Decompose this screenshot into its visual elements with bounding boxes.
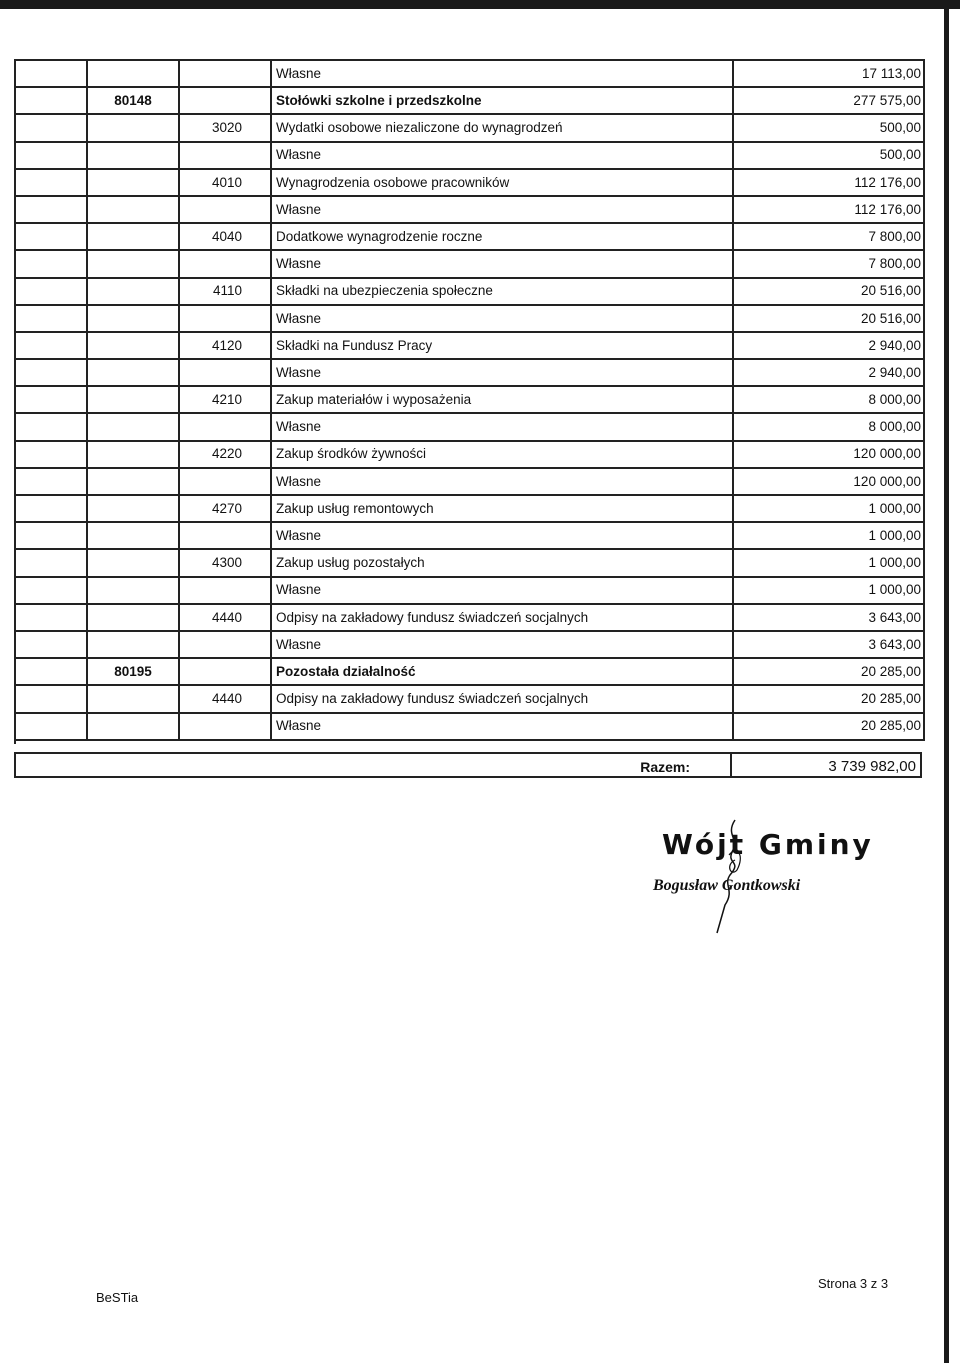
paragraph-cell bbox=[179, 60, 271, 87]
table-row bbox=[14, 305, 924, 332]
amount-cell: 2 940,00 bbox=[733, 332, 924, 359]
name-cell: Własne bbox=[271, 413, 733, 440]
name-cell: Odpisy na zakładowy fundusz świadczeń socjalnych bbox=[271, 685, 733, 712]
amount-cell: 500,00 bbox=[733, 114, 924, 141]
chapter-cell bbox=[87, 685, 179, 712]
division-cell bbox=[14, 658, 87, 685]
chapter-cell bbox=[87, 60, 179, 87]
amount-cell: 7 800,00 bbox=[733, 250, 924, 277]
paragraph-cell: 4220 bbox=[179, 441, 271, 468]
name-cell: Własne bbox=[271, 250, 733, 277]
chapter-cell bbox=[87, 441, 179, 468]
paragraph-cell bbox=[179, 359, 271, 386]
amount-cell: 112 176,00 bbox=[733, 169, 924, 196]
paragraph-cell bbox=[179, 658, 271, 685]
paragraph-cell: 4120 bbox=[179, 332, 271, 359]
division-cell bbox=[14, 468, 87, 495]
stamp-title: Wójt Gminy bbox=[662, 828, 874, 861]
table-row bbox=[14, 413, 924, 440]
total-row bbox=[14, 752, 922, 778]
table-row bbox=[14, 549, 924, 576]
name-cell: Składki na ubezpieczenia społeczne bbox=[271, 278, 733, 305]
division-cell bbox=[14, 60, 87, 87]
name-cell: Własne bbox=[271, 305, 733, 332]
paragraph-cell: 4110 bbox=[179, 278, 271, 305]
table-row bbox=[14, 169, 924, 196]
amount-cell: 1 000,00 bbox=[733, 495, 924, 522]
division-cell bbox=[14, 87, 87, 114]
table-row bbox=[14, 631, 924, 658]
chapter-cell bbox=[87, 604, 179, 631]
stamp-name: Bogusław Gontkowski bbox=[653, 877, 801, 894]
division-cell bbox=[14, 604, 87, 631]
table-row bbox=[14, 332, 924, 359]
amount-cell: 2 940,00 bbox=[733, 359, 924, 386]
expenditure-table bbox=[14, 59, 925, 741]
table-row bbox=[14, 114, 924, 141]
amount-cell: 120 000,00 bbox=[733, 441, 924, 468]
table-row bbox=[14, 196, 924, 223]
division-cell bbox=[14, 495, 87, 522]
scan-edge-top bbox=[0, 0, 960, 9]
chapter-cell bbox=[87, 577, 179, 604]
amount-cell: 20 285,00 bbox=[733, 713, 924, 740]
name-cell: Stołówki szkolne i przedszkolne bbox=[271, 87, 733, 114]
name-cell: Własne bbox=[271, 196, 733, 223]
division-cell bbox=[14, 278, 87, 305]
amount-cell: 7 800,00 bbox=[733, 223, 924, 250]
chapter-cell bbox=[87, 468, 179, 495]
division-cell bbox=[14, 577, 87, 604]
paragraph-cell bbox=[179, 631, 271, 658]
chapter-cell bbox=[87, 495, 179, 522]
handwritten-signature bbox=[695, 815, 755, 935]
division-cell bbox=[14, 250, 87, 277]
amount-cell: 277 575,00 bbox=[733, 87, 924, 114]
paragraph-cell bbox=[179, 305, 271, 332]
table-row bbox=[14, 142, 924, 169]
name-cell: Własne bbox=[271, 713, 733, 740]
table-row bbox=[14, 468, 924, 495]
chapter-cell: 80148 bbox=[87, 87, 179, 114]
name-cell: Wydatki osobowe niezaliczone do wynagrodzeń bbox=[271, 114, 733, 141]
amount-cell: 20 516,00 bbox=[733, 305, 924, 332]
chapter-cell bbox=[87, 114, 179, 141]
division-cell bbox=[14, 522, 87, 549]
chapter-cell: 80195 bbox=[87, 658, 179, 685]
chapter-cell bbox=[87, 169, 179, 196]
name-cell: Składki na Fundusz Pracy bbox=[271, 332, 733, 359]
footer-page-number: Strona 3 z 3 bbox=[818, 1276, 889, 1291]
name-cell: Własne bbox=[271, 60, 733, 87]
name-cell: Zakup usług remontowych bbox=[271, 495, 733, 522]
table-row bbox=[14, 522, 924, 549]
division-cell bbox=[14, 114, 87, 141]
amount-cell: 20 285,00 bbox=[733, 658, 924, 685]
paragraph-cell bbox=[179, 142, 271, 169]
paragraph-cell bbox=[179, 468, 271, 495]
scan-edge-right bbox=[944, 9, 949, 1363]
table-body bbox=[14, 60, 924, 740]
paragraph-cell: 4440 bbox=[179, 685, 271, 712]
name-cell: Własne bbox=[271, 522, 733, 549]
division-cell bbox=[14, 685, 87, 712]
division-cell bbox=[14, 332, 87, 359]
table-row bbox=[14, 278, 924, 305]
chapter-cell bbox=[87, 713, 179, 740]
table-row bbox=[14, 223, 924, 250]
division-cell bbox=[14, 359, 87, 386]
total-value: 3 739 982,00 bbox=[828, 758, 916, 775]
amount-cell: 8 000,00 bbox=[733, 386, 924, 413]
name-cell: Własne bbox=[271, 577, 733, 604]
name-cell: Własne bbox=[271, 142, 733, 169]
paragraph-cell: 4270 bbox=[179, 495, 271, 522]
table-row bbox=[14, 87, 924, 114]
chapter-cell bbox=[87, 549, 179, 576]
chapter-cell bbox=[87, 359, 179, 386]
table-row bbox=[14, 658, 924, 685]
paragraph-cell: 4440 bbox=[179, 604, 271, 631]
chapter-cell bbox=[87, 305, 179, 332]
paragraph-cell bbox=[179, 413, 271, 440]
name-cell: Zakup usług pozostałych bbox=[271, 549, 733, 576]
table-row bbox=[14, 359, 924, 386]
amount-cell: 120 000,00 bbox=[733, 468, 924, 495]
amount-cell: 8 000,00 bbox=[733, 413, 924, 440]
amount-cell: 3 643,00 bbox=[733, 604, 924, 631]
division-cell bbox=[14, 305, 87, 332]
paragraph-cell bbox=[179, 713, 271, 740]
chapter-cell bbox=[87, 332, 179, 359]
chapter-cell bbox=[87, 142, 179, 169]
amount-cell: 1 000,00 bbox=[733, 549, 924, 576]
paragraph-cell: 4040 bbox=[179, 223, 271, 250]
division-cell bbox=[14, 196, 87, 223]
division-cell bbox=[14, 713, 87, 740]
table-row bbox=[14, 713, 924, 740]
division-cell bbox=[14, 169, 87, 196]
chapter-cell bbox=[87, 413, 179, 440]
paragraph-cell: 4010 bbox=[179, 169, 271, 196]
table-row bbox=[14, 604, 924, 631]
table-row bbox=[14, 495, 924, 522]
name-cell: Odpisy na zakładowy fundusz świadczeń socjalnych bbox=[271, 604, 733, 631]
name-cell: Pozostała działalność bbox=[271, 658, 733, 685]
division-cell bbox=[14, 441, 87, 468]
amount-cell: 20 516,00 bbox=[733, 278, 924, 305]
table-row bbox=[14, 577, 924, 604]
name-cell: Własne bbox=[271, 631, 733, 658]
paragraph-cell bbox=[179, 250, 271, 277]
division-cell bbox=[14, 413, 87, 440]
amount-cell: 112 176,00 bbox=[733, 196, 924, 223]
amount-cell: 1 000,00 bbox=[733, 577, 924, 604]
paragraph-cell bbox=[179, 196, 271, 223]
amount-cell: 20 285,00 bbox=[733, 685, 924, 712]
paragraph-cell: 3020 bbox=[179, 114, 271, 141]
amount-cell: 500,00 bbox=[733, 142, 924, 169]
amount-cell: 17 113,00 bbox=[733, 60, 924, 87]
chapter-cell bbox=[87, 196, 179, 223]
total-divider bbox=[730, 754, 732, 776]
paragraph-cell bbox=[179, 87, 271, 114]
chapter-cell bbox=[87, 386, 179, 413]
table-row bbox=[14, 250, 924, 277]
chapter-cell bbox=[87, 522, 179, 549]
name-cell: Własne bbox=[271, 468, 733, 495]
division-cell bbox=[14, 631, 87, 658]
chapter-cell bbox=[87, 278, 179, 305]
table-row bbox=[14, 441, 924, 468]
chapter-cell bbox=[87, 631, 179, 658]
name-cell: Dodatkowe wynagrodzenie roczne bbox=[271, 223, 733, 250]
division-cell bbox=[14, 223, 87, 250]
paragraph-cell bbox=[179, 577, 271, 604]
amount-cell: 1 000,00 bbox=[733, 522, 924, 549]
name-cell: Zakup materiałów i wyposażenia bbox=[271, 386, 733, 413]
amount-cell: 3 643,00 bbox=[733, 631, 924, 658]
name-cell: Zakup środków żywności bbox=[271, 441, 733, 468]
paragraph-cell bbox=[179, 522, 271, 549]
division-cell bbox=[14, 386, 87, 413]
division-cell bbox=[14, 142, 87, 169]
table-row bbox=[14, 685, 924, 712]
table-row bbox=[14, 386, 924, 413]
paragraph-cell: 4300 bbox=[179, 549, 271, 576]
table-row bbox=[14, 60, 924, 87]
footer-software-name: BeSTia bbox=[96, 1290, 139, 1305]
chapter-cell bbox=[87, 250, 179, 277]
name-cell: Własne bbox=[271, 359, 733, 386]
total-label: Razem: bbox=[640, 759, 690, 775]
chapter-cell bbox=[87, 223, 179, 250]
division-cell bbox=[14, 549, 87, 576]
name-cell: Wynagrodzenia osobowe pracowników bbox=[271, 169, 733, 196]
paragraph-cell: 4210 bbox=[179, 386, 271, 413]
